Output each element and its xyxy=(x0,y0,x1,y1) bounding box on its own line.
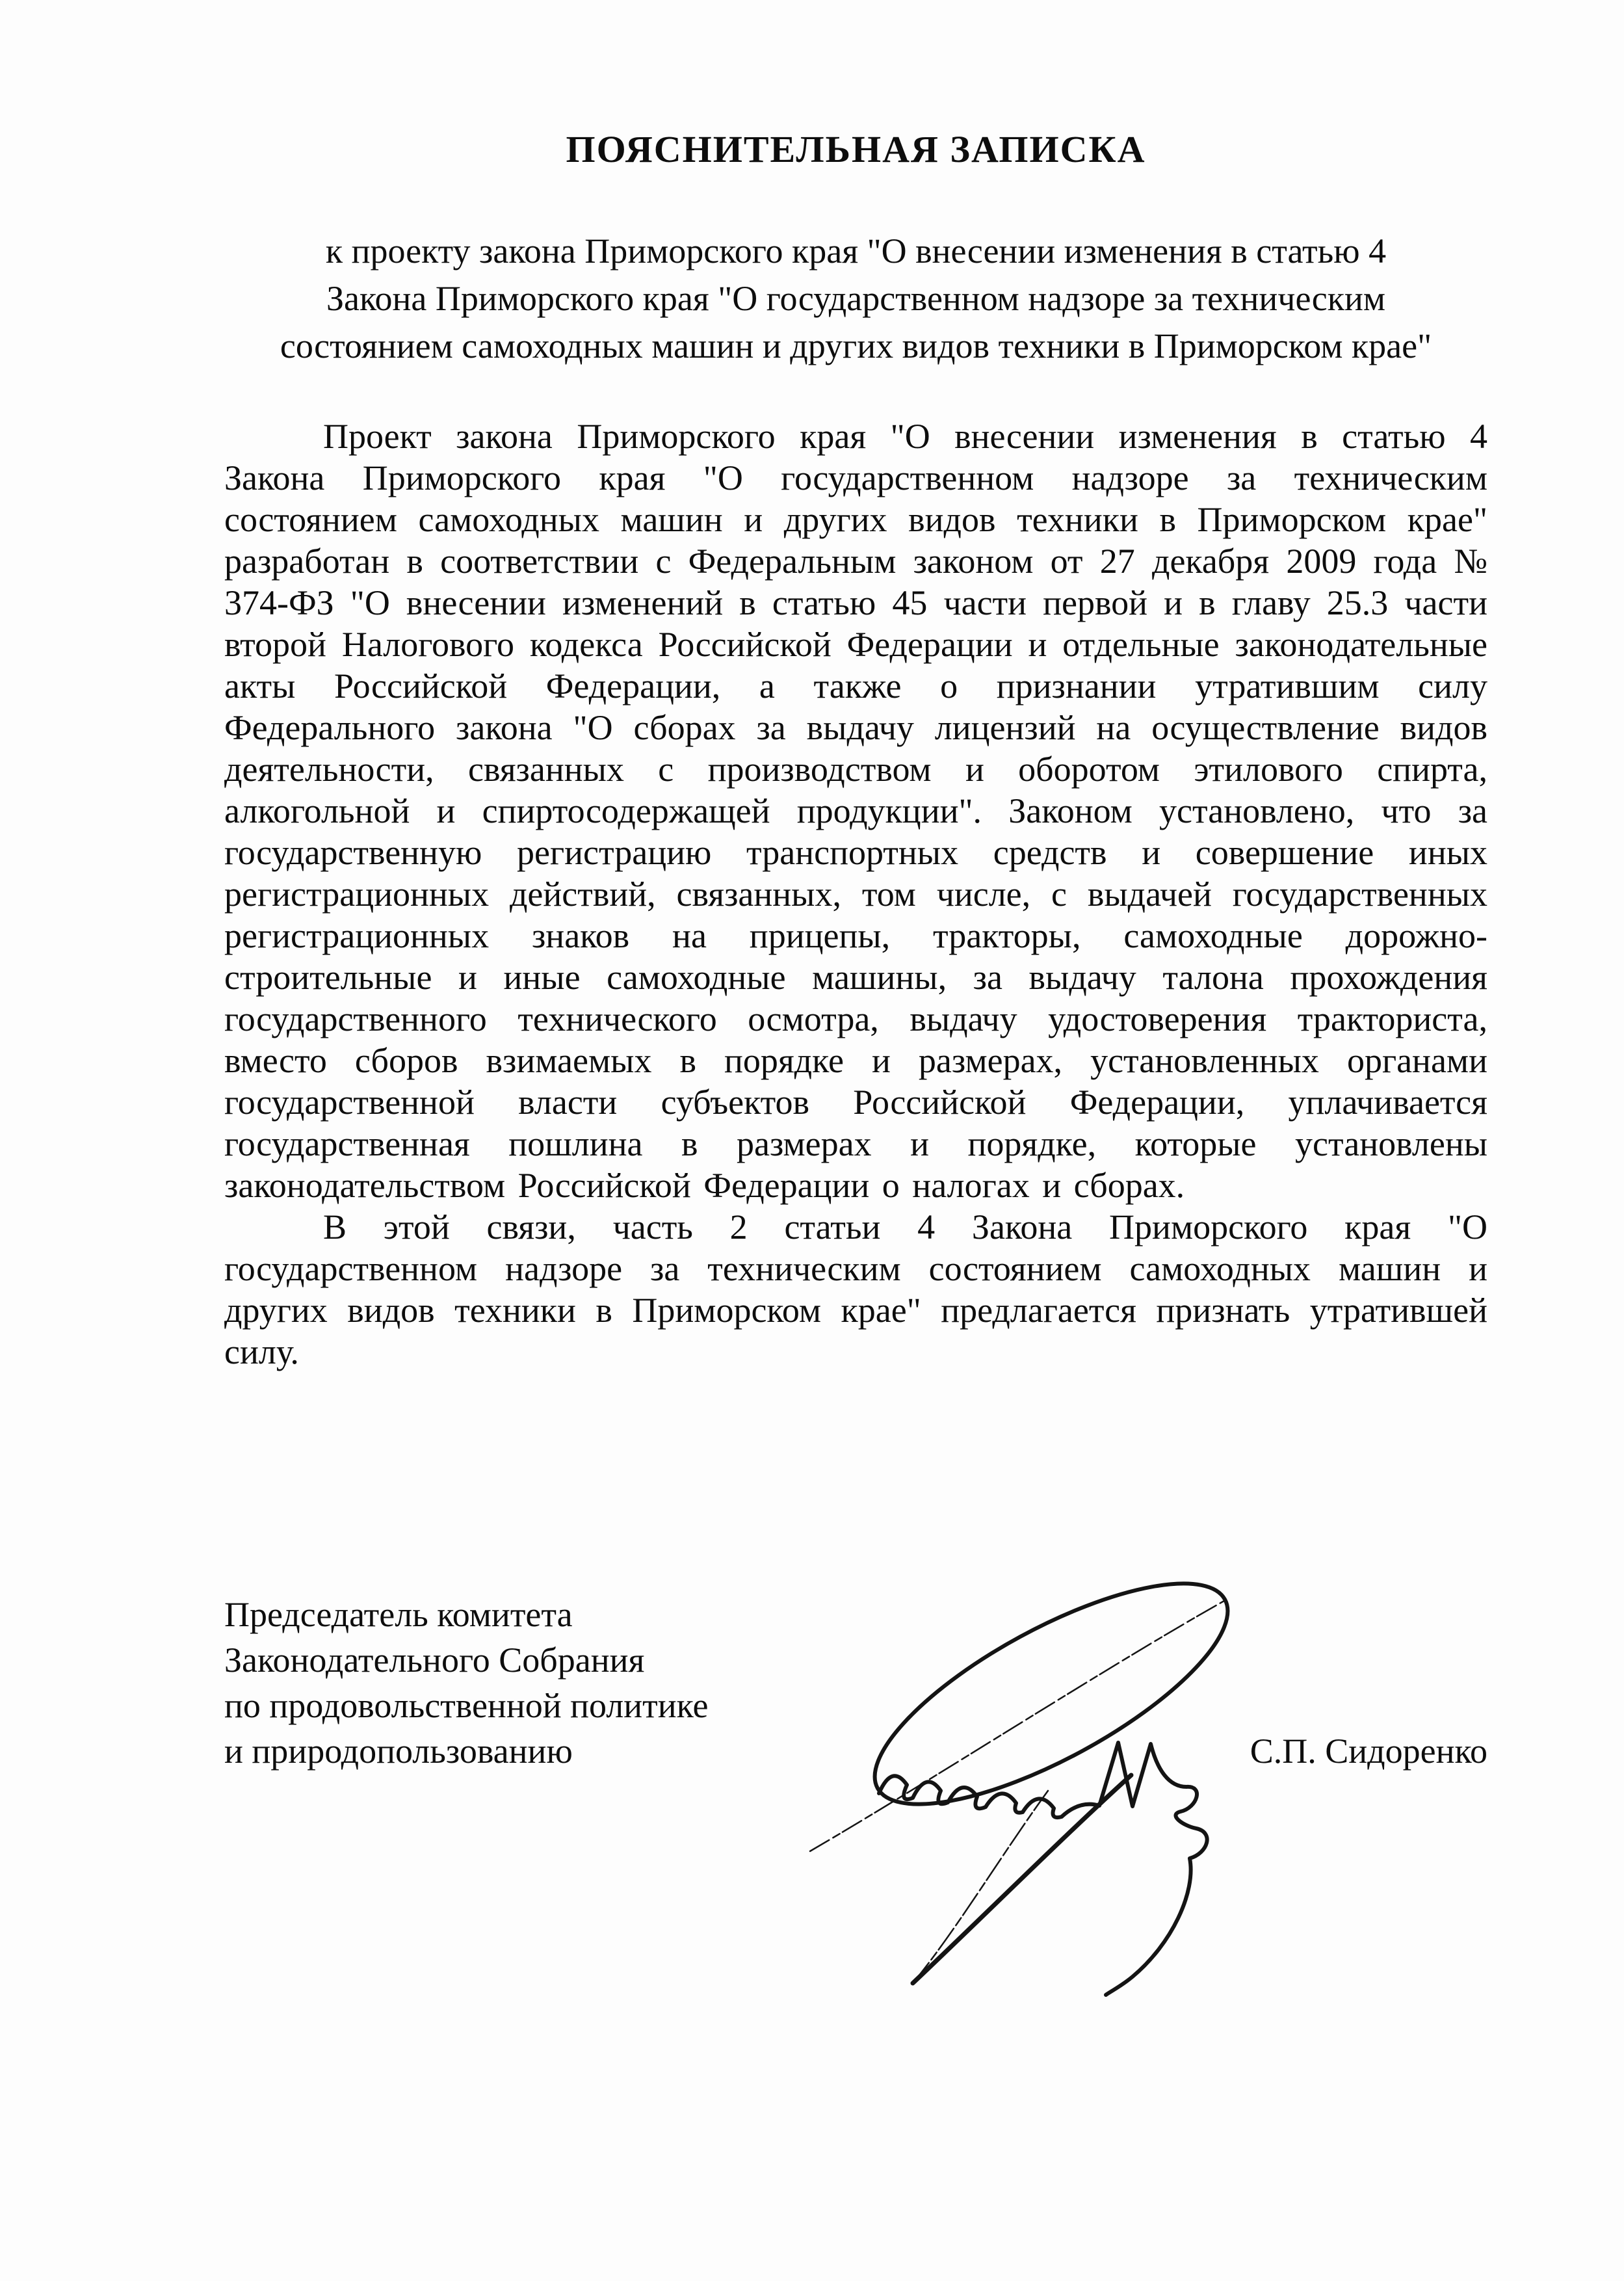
signoff-position-line: Председатель комитета xyxy=(224,1595,573,1634)
signoff-position-line: по продовольственной политике xyxy=(224,1686,709,1725)
signoff-position xyxy=(224,1592,709,1774)
signoff-position-line: Законодательного Собрания xyxy=(224,1641,645,1680)
signoff-position-line: и природопользованию xyxy=(224,1732,573,1771)
body-paragraph: В этой связи, часть 2 статьи 4 Закона Приморского края "О государственном надзоре за техническим состоянием самоходных машин и других видов техники в Приморском крае" предлагается признать утратившей силу. xyxy=(224,1207,1487,1371)
signoff-block xyxy=(224,1592,1487,1774)
document-content xyxy=(224,129,1487,1373)
document-subtitle xyxy=(224,228,1487,370)
subtitle-line: Закона Приморского края "О государственном надзоре за техническим xyxy=(326,279,1386,318)
subtitle-line: к проекту закона Приморского края "О внесении изменения в статью 4 xyxy=(325,231,1387,270)
document-title: ПОЯСНИТЕЛЬНАЯ ЗАПИСКА xyxy=(566,128,1146,170)
document-body xyxy=(224,415,1487,1373)
signoff-name: С.П. Сидоренко xyxy=(1250,1732,1487,1771)
body-paragraph: Проект закона Приморского края "О внесении изменения в статью 4 Закона Приморского края "О государственном надзоре за техническим состоянием самоходных машин и других видов техники в Приморском крае" разработан в соответствии с Федеральным законом от 27 декабря 2009 года № 374-ФЗ "О внесении изменений в статью 45 части первой и в главу 25.3 части второй Налогового кодекса Российской Федерации и отдельные законодательные акты Российской Федерации, а также о признании утратившим силу Федерального закона "О сборах за выдачу лицензий на осуществление видов деятельности, связанных с производством и оборотом этилового спирта, алкогольной и спиртосодержащей продукции". Законом установлено, что за государственную регистрацию транспортных средств и совершение иных регистрационных действий, связанных, том числе, с выдачей государственных регистрационных знаков на прицепы, тракторы, самоходные дорожно-строительные и иные самоходные машины, за выдачу талона прохождения государственного технического осмотра, выдачу удостоверения тракториста, вместо сборов взимаемых в порядке и размерах, установленных органами государственной власти субъектов Российской Федерации, уплачивается государственная пошлина в размерах и порядке, которые установлены законодательством Российской Федерации о налогах и сборах. xyxy=(224,417,1487,1205)
subtitle-line: состоянием самоходных машин и других видов техники в Приморском крае" xyxy=(280,326,1432,365)
